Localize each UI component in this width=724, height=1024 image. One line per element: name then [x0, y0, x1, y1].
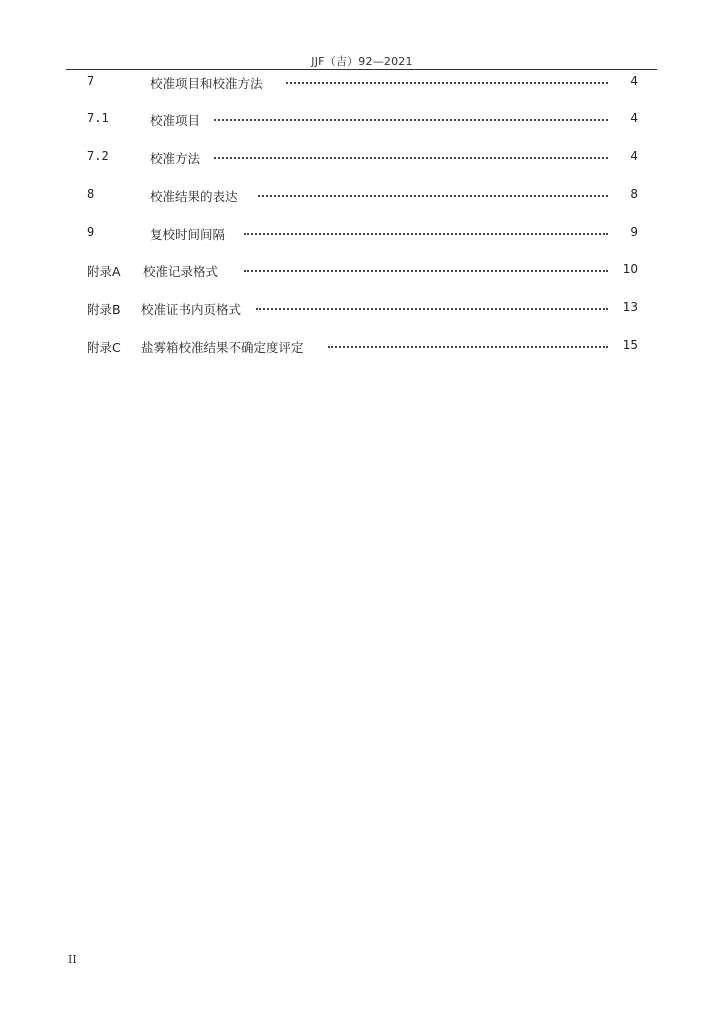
toc-leader-dots	[328, 346, 608, 348]
toc-entry-title[interactable]: 校准证书内页格式	[141, 300, 244, 318]
toc-entry-page: 4	[630, 74, 638, 88]
toc-leader-dots	[286, 82, 608, 84]
toc-entry-8[interactable]	[0, 187, 724, 207]
toc-entry-title[interactable]: 校准结果的表达	[150, 187, 241, 205]
toc-entry-title[interactable]: 校准项目和校准方法	[150, 74, 266, 92]
toc-entry-number: 9	[87, 225, 95, 239]
toc-leader-dots	[244, 233, 608, 235]
toc-leader-dots	[256, 308, 608, 310]
toc-entry-number: 8	[87, 187, 95, 201]
toc-entry-page: 9	[630, 225, 638, 239]
toc-entry-appendix-b[interactable]	[0, 300, 724, 320]
toc-entry-page: 4	[630, 149, 638, 163]
toc-entry-page: 15	[622, 338, 638, 352]
page-number: II	[68, 953, 77, 966]
toc-leader-dots	[258, 195, 608, 197]
toc-entry-7[interactable]	[0, 74, 724, 94]
toc-entry-page: 13	[622, 300, 638, 314]
toc-entry-title[interactable]: 校准项目	[150, 111, 203, 129]
toc-entry-number: 附录C	[87, 340, 121, 355]
toc-entry-title[interactable]: 复校时间间隔	[150, 225, 228, 243]
toc-entry-title[interactable]: 盐雾箱校准结果不确定度评定	[141, 338, 307, 356]
toc-entry-number: 7.1	[87, 111, 109, 125]
toc-entry-number: 7	[87, 74, 95, 88]
toc-entry-7-1[interactable]	[0, 111, 724, 131]
toc-entry-9[interactable]	[0, 225, 724, 245]
toc-leader-dots	[244, 270, 608, 272]
toc-leader-dots	[214, 119, 608, 121]
running-header: JJF（吉）92—2021	[311, 55, 413, 68]
toc-entry-number: 附录B	[87, 302, 121, 317]
header-rule	[66, 69, 657, 70]
toc-entry-appendix-a[interactable]	[0, 262, 724, 282]
toc-entry-page: 4	[630, 111, 638, 125]
toc-leader-dots	[214, 157, 608, 159]
toc-entry-title[interactable]: 校准记录格式	[143, 262, 221, 280]
toc-entry-page: 10	[622, 262, 638, 276]
toc-entry-title[interactable]: 校准方法	[150, 149, 203, 167]
toc-entry-7-2[interactable]	[0, 149, 724, 169]
toc-entry-number: 7.2	[87, 149, 109, 163]
toc-entry-appendix-c[interactable]	[0, 338, 724, 358]
toc-entry-page: 8	[630, 187, 638, 201]
toc-entry-number: 附录A	[87, 264, 121, 279]
